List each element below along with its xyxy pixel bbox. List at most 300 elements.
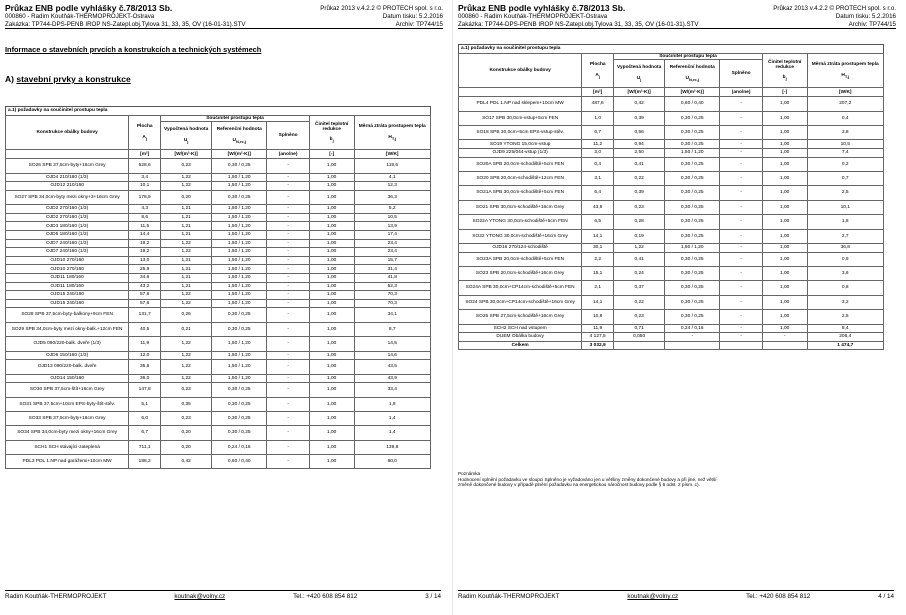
cell-ok: - <box>720 157 763 171</box>
cell-construction: SO20A SPB 20,0cm-schodiště+5cm FEN <box>459 157 582 171</box>
table-head <box>459 54 884 97</box>
cell-u-calc: 0,19 <box>614 229 665 243</box>
cell-u-ref: 0,30 / 0,25 <box>212 190 267 204</box>
cell-h: 36,3 <box>354 190 431 204</box>
cell-u-calc: 0,22 <box>614 172 665 186</box>
cell-b: 1,00 <box>309 337 354 351</box>
cell-ok: - <box>267 360 310 374</box>
col-construction: Konstrukce obálky budovy <box>459 54 582 88</box>
cell-construction: SO20 SPB 20,0cm-schodiště+12cm FEN <box>459 172 582 186</box>
cell-h: 23,4 <box>354 239 431 248</box>
table-row <box>6 256 431 265</box>
cell-h: 43,5 <box>354 360 431 374</box>
cell-ok: - <box>720 333 763 342</box>
cell-h: 70,3 <box>354 299 431 308</box>
table-row <box>6 282 431 291</box>
col-u-calc: Vypočtená hodnota $U_j$ <box>161 122 212 150</box>
cell-u-ref: 1,50 / 1,20 <box>212 274 267 283</box>
cell-ok: - <box>720 229 763 243</box>
cell-u-ref: 0,30 / 0,25 <box>665 200 720 214</box>
cell-u-ref: 1,50 / 1,20 <box>212 173 267 182</box>
cell-construction: OJD14 150/160 <box>6 374 129 383</box>
section-subtitle-text: stavební prvky a konstrukce <box>16 74 131 84</box>
table-row <box>6 213 431 222</box>
table-row <box>459 140 884 149</box>
table-row <box>6 374 431 383</box>
table-row <box>6 440 431 454</box>
cell-area: 57,6 <box>129 299 161 308</box>
cell-u-calc: 0,41 <box>614 157 665 171</box>
cell-area: 12,0 <box>129 351 161 360</box>
table-row <box>459 229 884 243</box>
cell-construction: OJD10 270/160 <box>6 256 129 265</box>
cell-u-ref: 1,50 / 1,20 <box>212 291 267 300</box>
cell-u-ref: 0,30 / 0,25 <box>665 229 720 243</box>
cell-area: 10,8 <box>582 310 614 324</box>
cell-construction: SCH1 SCH stávající-zateplená <box>6 440 129 454</box>
cell-u-calc: 0,37 <box>614 281 665 295</box>
document-title: Průkaz ENB podle vyhlášky č.78/2013 Sb. <box>458 3 626 13</box>
cell-u-ref: - <box>665 333 720 342</box>
cell-construction: SO19 YTONG 15,0cm-vstup <box>459 140 582 149</box>
page-4 <box>453 0 906 615</box>
unit-b: [-] <box>762 88 807 97</box>
page-number: 3 / 14 <box>425 593 441 600</box>
table-row <box>459 126 884 140</box>
cell-u-calc: 1,22 <box>161 374 212 383</box>
cell-ok: - <box>720 252 763 266</box>
notes-title: Poznámka <box>458 471 481 476</box>
cell-u-calc: 0,39 <box>614 186 665 200</box>
footer-author: Radim Koutňák-THERMOPROJEKT <box>5 593 107 600</box>
cell-ok: - <box>720 244 763 253</box>
table-row <box>6 299 431 308</box>
table-row <box>6 239 431 248</box>
cell-area: 2,2 <box>582 252 614 266</box>
cell-construction: SO26 SPB 37,5cm-byty+16cm Grey <box>6 159 129 173</box>
cell-area: 8,6 <box>129 213 161 222</box>
cell-u-ref: 1,50 / 1,20 <box>212 360 267 374</box>
cell-b: 1,00 <box>309 455 354 469</box>
cell-area: 6,5 <box>582 215 614 229</box>
cell-u-ref: 0,30 / 0,25 <box>665 252 720 266</box>
cell-construction: SO31 SPB 37,5cm+10cm EPS-byty-štít-stěv. <box>6 397 129 411</box>
cell-u-calc: 1,22 <box>614 244 665 253</box>
footer-email-link[interactable]: koutnak@volny.cz <box>627 593 679 600</box>
cell-ok: - <box>267 411 310 425</box>
cell-construction: SO24 SPB 30,0cm+CP14cm-schodiště+16cm Grey <box>459 295 582 309</box>
col-h: Měrná ztráta prostupem tepla $H_{T,j}$ <box>807 54 884 88</box>
cell-area: 14,1 <box>582 295 614 309</box>
cell-ok: - <box>267 182 310 191</box>
cell-construction: OJD9 225/044-vstup (1/3) <box>459 149 582 158</box>
cell-h: 1,8 <box>807 215 884 229</box>
cell-u-ref: 1,50 / 1,20 <box>212 299 267 308</box>
cell-u-calc: 0,050 <box>614 333 665 342</box>
cell-u-ref: 1,50 / 1,20 <box>212 374 267 383</box>
cell-area: 19,2 <box>129 248 161 257</box>
cell-h: 1,4 <box>354 426 431 440</box>
cell-construction: PDL4 PDL 1.NP nad sklepem+10cm MW <box>459 97 582 111</box>
cell-b: 1,00 <box>762 324 807 333</box>
cell-u-calc: 0,21 <box>161 322 212 336</box>
cell-b: 1,00 <box>309 291 354 300</box>
cell-area: 35,6 <box>129 360 161 374</box>
table-body <box>459 97 884 350</box>
cell-h: 41,8 <box>354 274 431 283</box>
cell-h: 8,7 <box>354 322 431 336</box>
cell-b: 1,00 <box>762 149 807 158</box>
cell-area: 178,9 <box>129 190 161 204</box>
cell-h: 34,1 <box>354 308 431 322</box>
cell-b: 1,00 <box>309 322 354 336</box>
cell-b: 1,00 <box>762 140 807 149</box>
cell-u-ref: 1,50 / 1,20 <box>212 231 267 240</box>
cell-construction: OJD15 240/160 <box>6 299 129 308</box>
cell-u-calc: 1,22 <box>161 360 212 374</box>
cell-b: 1,00 <box>309 440 354 454</box>
cell-u-calc: 0,20 <box>161 426 212 440</box>
cell-construction: OJD11 180/160 <box>6 274 129 283</box>
cell-b: 1,00 <box>762 295 807 309</box>
col-b: Činitel teplotní redukce $b_j$ <box>762 54 807 88</box>
cell-construction: PDL3 PDL 1.NP nad garážemi+10cm MW <box>6 455 129 469</box>
table-row <box>459 324 884 333</box>
cell-ok: - <box>267 213 310 222</box>
cell-area: 3,0 <box>582 149 614 158</box>
unit-u: [W/(m²·K)] <box>614 88 665 97</box>
table-row <box>459 310 884 324</box>
cell-h: 80,0 <box>354 455 431 469</box>
cell-construction: OJD12 210/160 <box>6 182 129 191</box>
cell-u-calc <box>614 341 665 350</box>
cell-construction: SO18 SPB 30,0cm+5cm EPS-vstup-stěv. <box>459 126 582 140</box>
u-values-table-page-4 <box>458 44 884 350</box>
cell-construction: SO30 SPB 37,5cm-štít+16cm Grey <box>6 383 129 397</box>
cell-u-calc: 1,22 <box>161 299 212 308</box>
section-title: Informace o stavebních prvcích a konstrukcích a technických systémech <box>5 45 262 54</box>
cell-u-ref: 0,30 / 0,25 <box>212 383 267 397</box>
cell-h: 70,3 <box>354 291 431 300</box>
footer-email-link[interactable]: koutnak@volny.cz <box>174 593 226 600</box>
cell-u-ref: 0,30 / 0,25 <box>212 308 267 322</box>
cell-b: 1,00 <box>309 231 354 240</box>
cell-h: 1,4 <box>354 411 431 425</box>
cell-ok: - <box>267 383 310 397</box>
cell-u-ref: 0,30 / 0,25 <box>665 186 720 200</box>
cell-b: 1,00 <box>762 111 807 125</box>
section-subtitle <box>5 74 131 84</box>
cell-construction: OJD3 180/160 (1/3) <box>6 222 129 231</box>
archive-number: Archiv: TP744/15 <box>395 20 443 28</box>
cell-u-ref: 1,50 / 1,20 <box>212 265 267 274</box>
cell-ok: - <box>720 172 763 186</box>
cell-u-ref: 0,30 / 0,25 <box>212 159 267 173</box>
cell-h: 119,6 <box>354 159 431 173</box>
cell-h: 10,5 <box>807 140 884 149</box>
table-row <box>6 337 431 351</box>
cell-b: 1,00 <box>762 126 807 140</box>
cell-b: 1,00 <box>309 239 354 248</box>
page-number: 4 / 14 <box>878 593 894 600</box>
cell-b: 1,00 <box>309 351 354 360</box>
unit-ok: (ano/ne) <box>267 150 310 159</box>
cell-u-ref: 1,50 / 1,20 <box>212 222 267 231</box>
cell-h: 10,1 <box>807 200 884 214</box>
cell-u-ref: 0,30 / 0,25 <box>665 266 720 280</box>
cell-area: 6,0 <box>129 411 161 425</box>
unit-area: [m²] <box>582 88 614 97</box>
cell-b: 1,00 <box>762 186 807 200</box>
cell-b: 1,00 <box>309 374 354 383</box>
cell-ok: - <box>267 282 310 291</box>
col-h: Měrná ztráta prostupem tepla $H_{T,j}$ <box>354 116 431 150</box>
cell-ok: - <box>720 200 763 214</box>
cell-u-calc: 0,20 <box>161 190 212 204</box>
cell-b: 1,00 <box>309 265 354 274</box>
cell-b: 1,00 <box>309 205 354 214</box>
print-date: Datum tisku: 5.2.2016 <box>835 13 896 20</box>
cell-u-ref: 0,30 / 0,25 <box>665 157 720 171</box>
table-row <box>6 351 431 360</box>
cell-ok: - <box>267 265 310 274</box>
table-row <box>6 159 431 173</box>
cell-h: 2,5 <box>807 310 884 324</box>
page-footer <box>458 590 894 600</box>
cell-h: 139,8 <box>354 440 431 454</box>
company-line: 000860 - Radim Koutňák-THERMOPROJEKT-Ostrava <box>458 13 608 20</box>
cell-b: 1,00 <box>309 248 354 257</box>
cell-h: 2,5 <box>807 186 884 200</box>
cell-area: 6,7 <box>129 426 161 440</box>
cell-construction: OJD5 180/160 (1/3) <box>6 231 129 240</box>
software-info: Průkaz 2013 v.4.2.2 © PROTECH spol. s r.o. <box>320 5 443 13</box>
cell-b: 1,00 <box>309 190 354 204</box>
cell-area: 19,2 <box>129 239 161 248</box>
cell-h: 0,9 <box>807 252 884 266</box>
cell-area: 1,0 <box>582 111 614 125</box>
cell-ok: - <box>267 239 310 248</box>
cell-u-calc: 0,22 <box>614 295 665 309</box>
cell-construction: SO27 SPB 34,0cm-byty mezi okny+3+16cm Grey <box>6 190 129 204</box>
table-row <box>459 149 884 158</box>
cell-ok: - <box>267 222 310 231</box>
cell-ok: - <box>720 111 763 125</box>
cell-b: 1,00 <box>762 266 807 280</box>
table-row <box>6 397 431 411</box>
cell-u-calc: 1,21 <box>161 205 212 214</box>
cell-h: 15,7 <box>354 256 431 265</box>
table-body <box>6 159 431 469</box>
cell-h: 17,4 <box>354 231 431 240</box>
cell-b: 1,00 <box>309 308 354 322</box>
table-row <box>6 322 431 336</box>
cell-u-ref: 0,30 / 0,25 <box>212 397 267 411</box>
cell-u-calc: 1,22 <box>161 239 212 248</box>
cell-ok: - <box>267 173 310 182</box>
cell-ok: - <box>267 308 310 322</box>
cell-b: 1,00 <box>762 97 807 111</box>
cell-construction: SO22A YTONG 30,0cm-schodiště+5cm FEN <box>459 215 582 229</box>
table-row <box>6 411 431 425</box>
total-row <box>459 341 884 350</box>
cell-u-ref: 0,30 / 0,25 <box>665 172 720 186</box>
software-info: Průkaz 2013 v.4.2.2 © PROTECH spol. s r.o. <box>773 5 896 13</box>
table-caption: a.1) požadavky na součinitel prostupu tepla <box>5 106 431 115</box>
cell-area: 6,4 <box>582 186 614 200</box>
cell-u-ref: 1,50 / 1,20 <box>212 205 267 214</box>
cell-ok: - <box>720 126 763 140</box>
col-ok: Splněno <box>720 60 763 88</box>
unit-uref: [W/(m²·K)] <box>665 88 720 97</box>
cell-ok: - <box>267 351 310 360</box>
cell-area: 4 127,5 <box>582 333 614 342</box>
cell-u-ref: 0,60 / 0,40 <box>665 97 720 111</box>
cell-u-calc: 0,23 <box>614 200 665 214</box>
col-u-calc: Vypočtená hodnota $U_j$ <box>614 60 665 88</box>
cell-u-ref: 0,30 / 0,25 <box>665 126 720 140</box>
table-row <box>6 231 431 240</box>
u-values-table-page-3 <box>5 106 431 469</box>
table-row <box>459 172 884 186</box>
cell-u-calc: 1,21 <box>161 265 212 274</box>
cell-u-calc: 1,22 <box>161 291 212 300</box>
cell-area: 5,1 <box>129 397 161 411</box>
cell-b: 1,00 <box>309 159 354 173</box>
cell-ok: - <box>267 322 310 336</box>
cell-u-calc: 0,24 <box>614 266 665 280</box>
cell-u-calc: 0,39 <box>614 111 665 125</box>
print-date: Datum tisku: 5.2.2016 <box>382 13 443 20</box>
cell-b: 1,00 <box>762 244 807 253</box>
cell-u-calc: 0,42 <box>614 97 665 111</box>
unit-h: [W/K] <box>354 150 431 159</box>
unit-u: [W/(m²·K)] <box>161 150 212 159</box>
col-area: Plocha $A_j$ <box>582 54 614 88</box>
cell-u-calc: 1,22 <box>161 248 212 257</box>
unit-h: [W/K] <box>807 88 884 97</box>
cell-h: 3,2 <box>807 295 884 309</box>
cell-u-calc: 0,94 <box>614 140 665 149</box>
cell-construction: OJD4 210/160 (1/3) <box>6 173 129 182</box>
cell-area: 40,5 <box>129 322 161 336</box>
cell-u-calc: 1,22 <box>161 337 212 351</box>
cell-area: 3,4 <box>129 173 161 182</box>
cell-b: 1,00 <box>309 173 354 182</box>
cell-area: 15,1 <box>582 266 614 280</box>
cell-u-ref: 1,50 / 1,20 <box>212 282 267 291</box>
cell-u-calc: 0,35 <box>161 397 212 411</box>
cell-u-calc: 1,21 <box>161 256 212 265</box>
notes-block <box>458 471 858 488</box>
cell-ok: - <box>267 397 310 411</box>
cell-area: 6,7 <box>582 126 614 140</box>
cell-b: 1,00 <box>762 310 807 324</box>
cell-construction: DUEM Obálka budovy <box>459 333 582 342</box>
cell-ok: - <box>267 337 310 351</box>
cell-construction: OJD5 090/220-balk. dveře (1/3) <box>6 337 129 351</box>
cell-construction: Celkem <box>459 341 582 350</box>
notes-line-1: Hodnocení splnění požadavku ve sloupci Splněno je vyžadováno jen u většiny změny dokončené budovy a při jiné, než větší <box>458 476 717 482</box>
cell-u-ref: 0,30 / 0,25 <box>665 295 720 309</box>
table-row <box>6 291 431 300</box>
company-line: 000860 - Radim Koutňák-THERMOPROJEKT-Ostrava <box>5 13 155 20</box>
cell-u-calc: 1,21 <box>161 222 212 231</box>
page-header <box>458 3 896 29</box>
footer-phone: Tel.: +420 608 854 812 <box>746 593 811 600</box>
cell-h: 7,4 <box>807 149 884 158</box>
cell-ok: - <box>267 231 310 240</box>
table-row <box>459 281 884 295</box>
cell-area: 11,2 <box>582 140 614 149</box>
cell-area: 487,6 <box>582 97 614 111</box>
table-row <box>6 205 431 214</box>
table-row <box>6 426 431 440</box>
cell-area: 11,9 <box>129 337 161 351</box>
cell-u-calc: 1,22 <box>161 173 212 182</box>
cell-area: 0,4 <box>582 157 614 171</box>
cell-ok: - <box>720 310 763 324</box>
cell-b: 1,00 <box>309 426 354 440</box>
section-letter: A) <box>5 74 14 84</box>
cell-ok: - <box>267 299 310 308</box>
cell-h: 207,2 <box>807 97 884 111</box>
cell-area: 11,9 <box>582 324 614 333</box>
cell-b: 1,00 <box>762 252 807 266</box>
cell-h: 10,5 <box>354 213 431 222</box>
cell-h: 12,3 <box>354 182 431 191</box>
cell-u-ref: 0,30 / 0,25 <box>665 140 720 149</box>
cell-ok: - <box>720 215 763 229</box>
cell-u-calc: 0,20 <box>161 440 212 454</box>
cell-ok <box>720 341 763 350</box>
cell-b: 1,00 <box>309 360 354 374</box>
cell-area: 4,3 <box>129 205 161 214</box>
cell-u-ref: 1,50 / 1,20 <box>212 256 267 265</box>
table-row <box>459 266 884 280</box>
table-row <box>6 265 431 274</box>
table-row <box>459 215 884 229</box>
cell-area: 57,6 <box>129 291 161 300</box>
cell-h: 0,2 <box>807 157 884 171</box>
cell-u-ref: 0,24 / 0,16 <box>665 324 720 333</box>
table-row <box>6 173 431 182</box>
table-row <box>6 182 431 191</box>
footer-phone: Tel.: +420 608 854 812 <box>293 593 358 600</box>
cell-u-calc: 1,21 <box>161 282 212 291</box>
unit-area: [m²] <box>129 150 161 159</box>
cell-h: 43,9 <box>354 374 431 383</box>
cell-b: 1,00 <box>309 299 354 308</box>
col-ok: Splněno <box>267 122 310 150</box>
cell-area: 131,7 <box>129 308 161 322</box>
cell-construction: OJD2 270/160 (1/3) <box>6 213 129 222</box>
cell-h: 2,7 <box>807 229 884 243</box>
cell-h: 1,8 <box>354 397 431 411</box>
cell-h: 0,4 <box>807 111 884 125</box>
cell-area: 188,2 <box>129 455 161 469</box>
cell-h: 36,8 <box>807 244 884 253</box>
cell-area: 30,1 <box>582 244 614 253</box>
cell-u-calc: 0,41 <box>614 252 665 266</box>
cell-u-ref: 0,30 / 0,25 <box>212 426 267 440</box>
cell-h: 14,6 <box>354 351 431 360</box>
cell-construction: OJD13 090/220-balk. dveře <box>6 360 129 374</box>
cell-h: 52,3 <box>354 282 431 291</box>
cell-b: 1,00 <box>309 182 354 191</box>
cell-b: 1,00 <box>309 222 354 231</box>
cell-b: 1,00 <box>309 397 354 411</box>
